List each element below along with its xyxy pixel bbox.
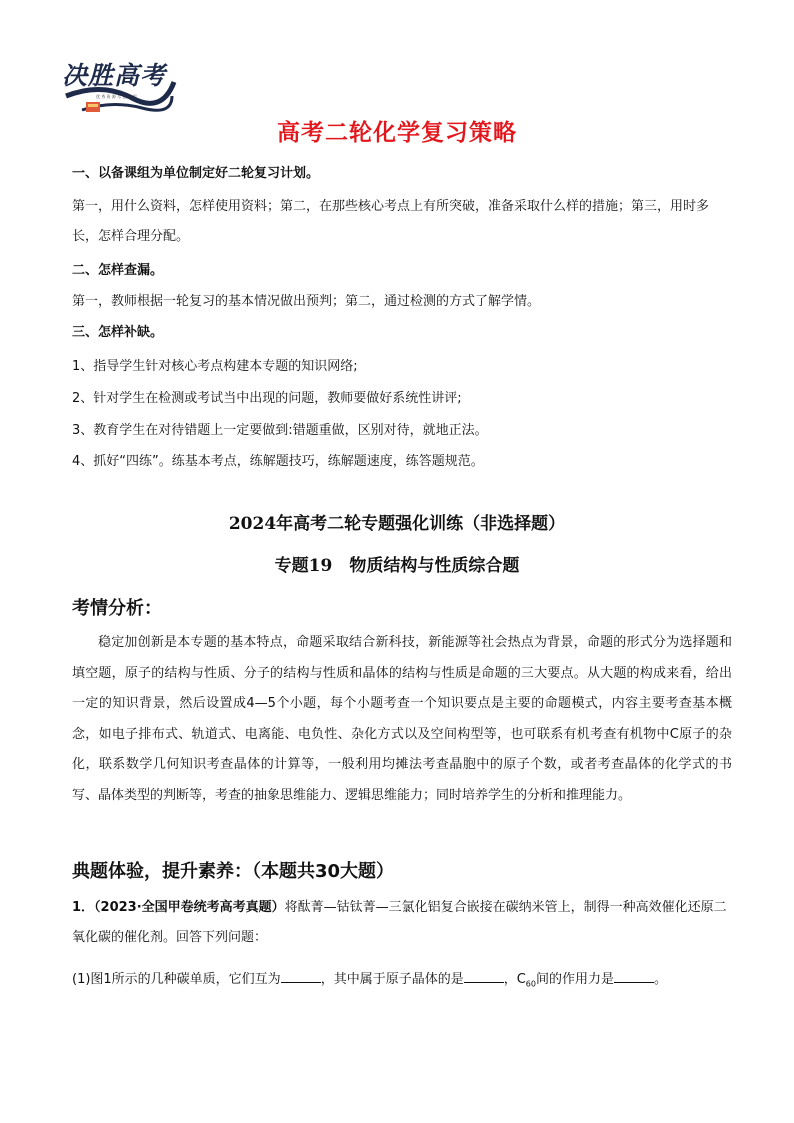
analysis-body: 稳定加创新是本专题的基本特点，命题采取结合新科技，新能源等社会热点为背景，命题的形式分为选择题和填空题，原子的结构与性质、分子的结构与性质和晶体的结构与性质是命题的三大要点。从大题的构成来看，给出一定的知识背景，然后设置成4—5个小题，每个小题考查一个知识要点是主要的命题模式，内容主要考查基本概念，如电子排布式、轨道式、电离能、电负性、杂化方式以及空间构型等，也可联系有机考查有机物中C原子的杂化，联系数学几何知识考查晶体的计算等，一般利用均摊法考查晶胞中的原子个数，或者考查晶体的化学式的书写、晶体类型的判断等，考查的抽象思维能力、逻辑思维能力；同时培养学生的分析和推理能力。 <box>72 635 732 803</box>
q1-sub1-part-a: (1)图1所示的几种碳单质，它们互为 <box>72 972 281 987</box>
page-title: 高考二轮化学复习策略 <box>277 120 517 146</box>
answer-blank-3[interactable] <box>614 968 654 983</box>
answer-blank-2[interactable] <box>464 968 504 983</box>
section3-item-2: 2、针对学生在检测或考试当中出现的问题，教师要做好系统性讲评; <box>72 391 462 406</box>
section3-item-3: 3、教育学生在对待错题上一定要做到:错题重做，区别对待，就地正法。 <box>72 423 488 438</box>
section3-item-4: 4、抓好“四练”。练基本考点，练解题技巧，练解题速度，练答题规范。 <box>72 454 484 469</box>
q1-sub1-subscript: 60 <box>525 979 536 989</box>
q1-sub1-part-b: ，其中属于原子晶体的是 <box>320 972 464 987</box>
question-1-number: 1． <box>72 900 95 915</box>
question-1-source: （2023·全国甲卷统考高考真题） <box>94 900 285 915</box>
section3-heading: 三、怎样补缺。 <box>72 325 164 340</box>
q1-sub1-part-d: 间的作用力是 <box>535 972 614 987</box>
question-1-sub-1 <box>72 965 732 1000</box>
section2-body: 第一，教师根据一轮复习的基本情况做出预判；第二，通过检测的方式了解学情。 <box>72 294 541 309</box>
question-1 <box>72 893 732 953</box>
q1-sub1-part-c: ，C <box>503 972 526 987</box>
logo <box>62 52 177 122</box>
section2-heading: 二、怎样查漏。 <box>72 263 164 278</box>
section3-item-1: 1、指导学生针对核心考点构建本专题的知识网络; <box>72 359 358 374</box>
logo-tagline: 优 秀 资 源 尽 在 这 里 <box>96 94 137 99</box>
answer-blank-1[interactable] <box>281 968 321 983</box>
practice-heading: 典题体验，提升素养：（本题共30大题） <box>72 861 395 882</box>
q1-sub1-part-e: 。 <box>653 972 667 987</box>
analysis-heading: 考情分析： <box>72 598 162 619</box>
section1-heading: 一、以备课组为单位制定好二轮复习计划。 <box>72 166 320 181</box>
question-1-text: 将酞菁—钴钛菁—三氯化铝复合嵌接在碳纳米管上，制得一种高效催化还原二氧化碳的催化剂。回答下列问题： <box>72 900 727 945</box>
training-title: 2024年高考二轮专题强化训练（非选择题） <box>228 514 566 534</box>
topic-title: 专题19 物质结构与性质综合题 <box>274 556 520 576</box>
logo-text: 决胜高考 <box>62 61 167 90</box>
section1-body: 第一，用什么资料，怎样使用资料；第二，在那些核心考点上有所突破，准备采取什么样的措施；第三，用时多长，怎样合理分配。 <box>72 199 710 244</box>
